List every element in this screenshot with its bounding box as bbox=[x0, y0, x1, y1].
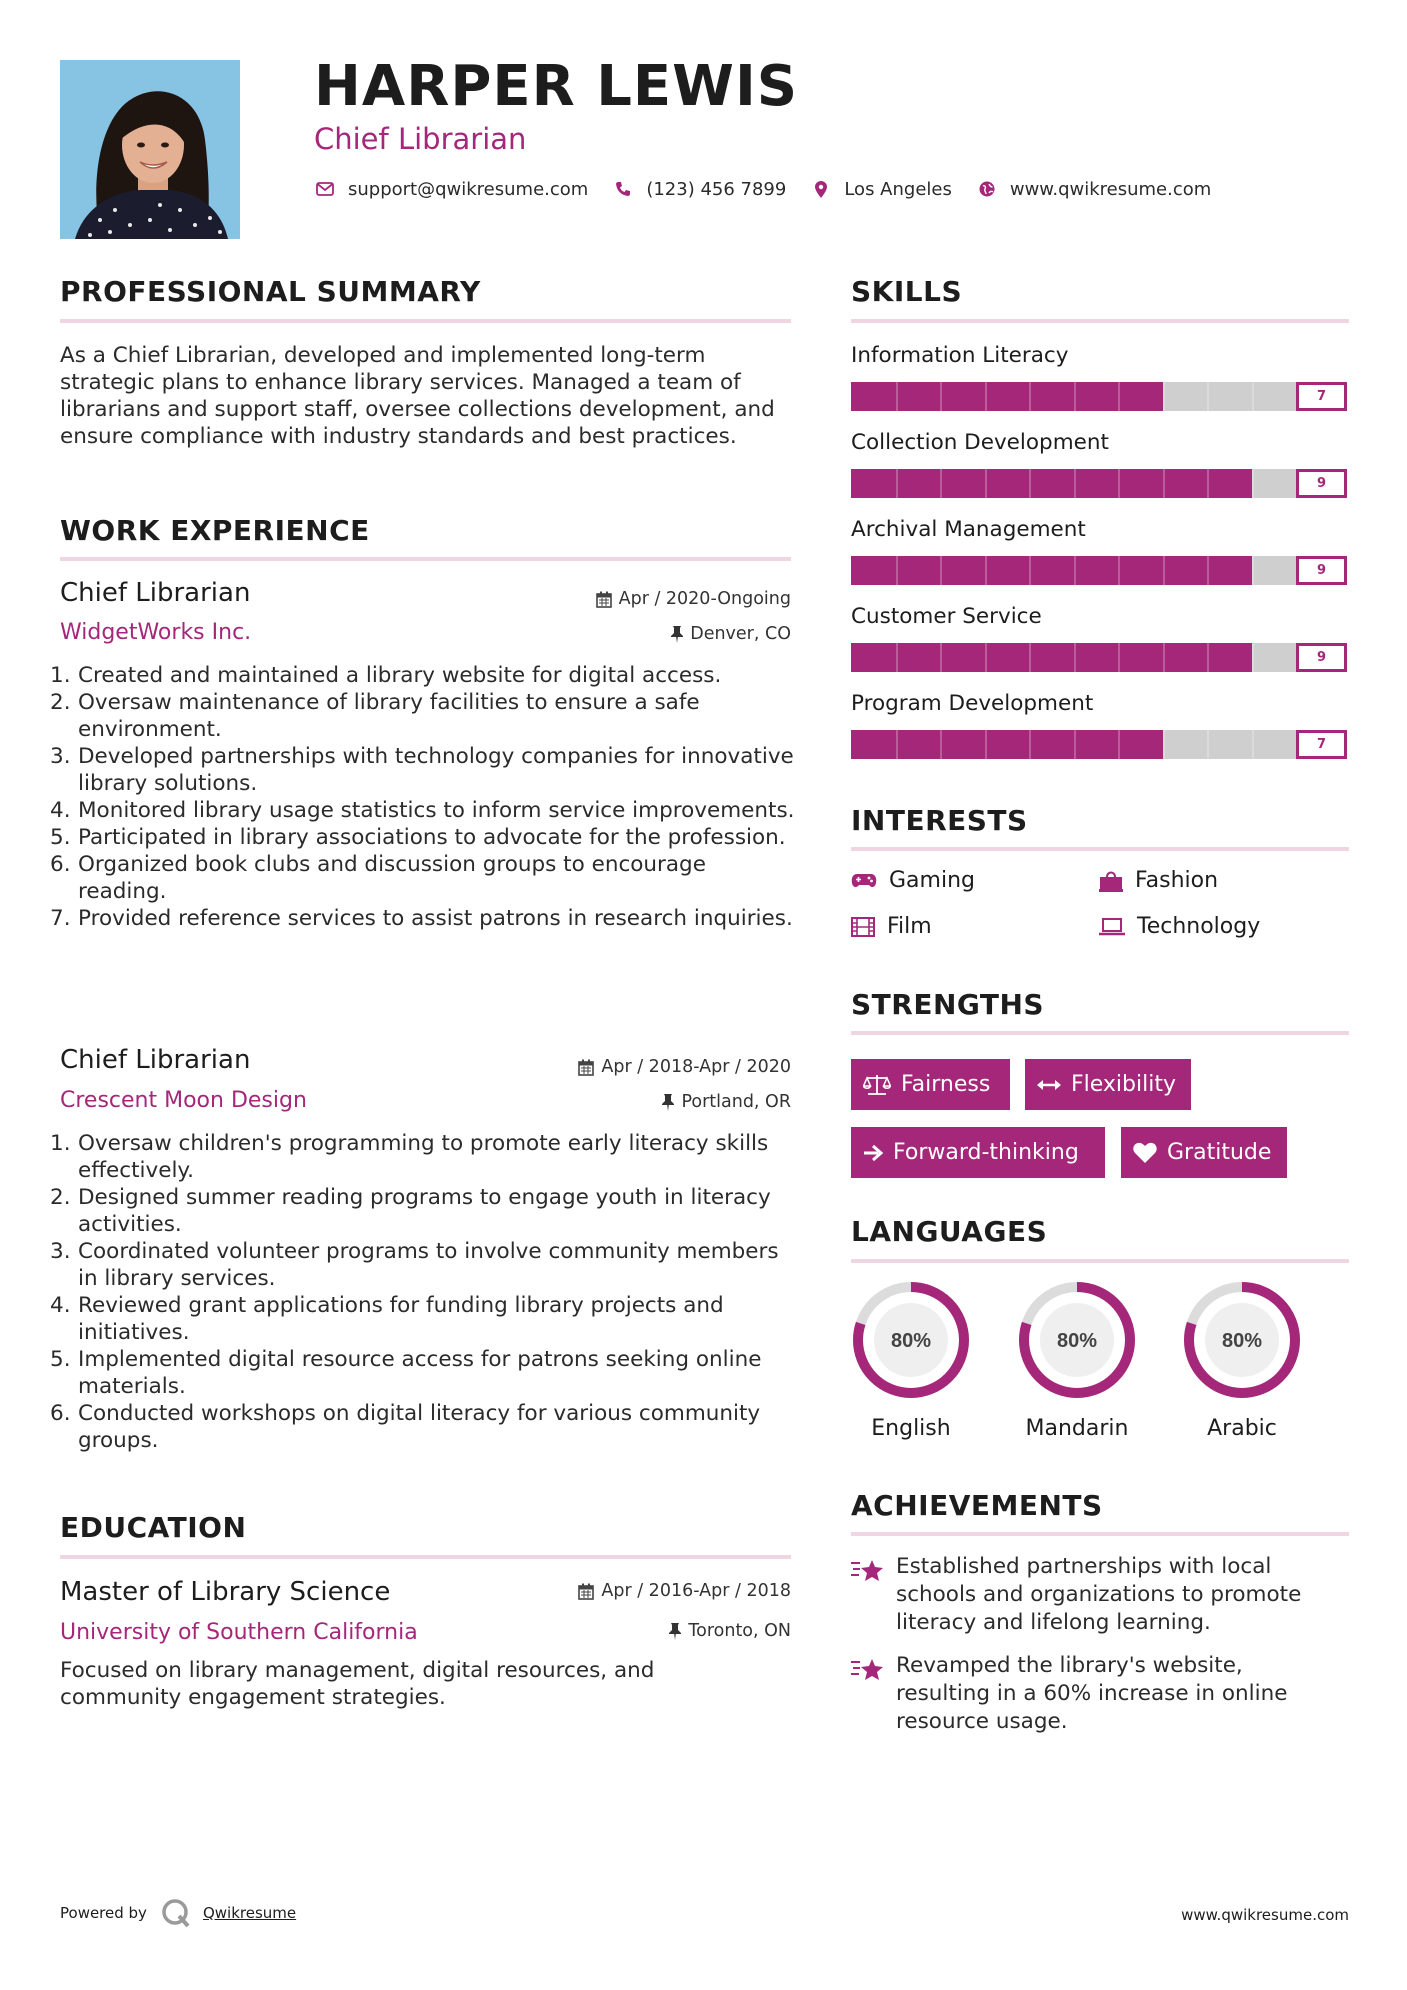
skill-bar-segment bbox=[1252, 469, 1254, 498]
summary-heading: PROFESSIONAL SUMMARY bbox=[60, 275, 481, 308]
skill-bar-segment bbox=[1207, 730, 1209, 759]
interest-label: Fashion bbox=[1135, 868, 1219, 893]
interest-label: Film bbox=[887, 914, 932, 939]
interests-heading: INTERESTS bbox=[851, 804, 1028, 837]
envelope-icon bbox=[314, 178, 336, 200]
interests-divider bbox=[851, 847, 1349, 851]
skill-bar-segment bbox=[1118, 382, 1120, 411]
list-item: Participated in library associations to advocate for the profession. bbox=[78, 825, 786, 850]
list-item: Implemented digital resource access for patrons seeking online materials. bbox=[78, 1347, 762, 1399]
skill-bar-segment bbox=[1074, 382, 1076, 411]
globe-icon bbox=[976, 178, 998, 200]
skill-bar-segment bbox=[985, 730, 987, 759]
contact-bar bbox=[314, 178, 1235, 200]
job-location-text: Portland, OR bbox=[681, 1092, 791, 1112]
skill-score: 7 bbox=[1296, 730, 1347, 759]
education-dates-text: Apr / 2016-Apr / 2018 bbox=[601, 1581, 791, 1601]
interest-item bbox=[1099, 868, 1218, 893]
pushpin-icon bbox=[671, 626, 683, 643]
experience-heading: WORK EXPERIENCE bbox=[60, 514, 370, 547]
skill-bar-fill bbox=[851, 382, 1163, 411]
profile-photo bbox=[60, 60, 240, 239]
job-dates bbox=[578, 1057, 791, 1077]
skill-bar-fill bbox=[851, 556, 1252, 585]
shooting-star-icon bbox=[850, 1557, 884, 1583]
skill-bar-segment bbox=[940, 730, 942, 759]
skill-bar-segment bbox=[1029, 643, 1031, 672]
qwikresume-logo-icon bbox=[161, 1898, 191, 1928]
job-duties bbox=[58, 1130, 798, 1454]
skill-bar-segment bbox=[1252, 556, 1254, 585]
skill-bar-segment bbox=[1163, 469, 1165, 498]
gamepad-icon bbox=[851, 873, 877, 889]
list-item: Coordinated volunteer programs to involve community members in library services. bbox=[78, 1239, 779, 1291]
strength-badge bbox=[851, 1059, 1010, 1110]
skill-bar-segment bbox=[940, 469, 942, 498]
skill-bar-segment bbox=[985, 643, 987, 672]
skill-bar-segment bbox=[985, 469, 987, 498]
skill-bar-segment bbox=[1029, 730, 1031, 759]
skill-bar-segment bbox=[1207, 556, 1209, 585]
language-progress-ring bbox=[850, 1279, 972, 1401]
balance-scale-icon bbox=[863, 1074, 891, 1096]
calendar-icon bbox=[578, 1583, 594, 1600]
calendar-icon bbox=[578, 1059, 594, 1076]
skill-bar-segment bbox=[1118, 469, 1120, 498]
skill-score: 9 bbox=[1296, 643, 1347, 672]
skill-bar-segment bbox=[1074, 730, 1076, 759]
language-progress-ring bbox=[1181, 1279, 1303, 1401]
contact-website[interactable]: www.qwikresume.com bbox=[1009, 178, 1212, 200]
achievement-item bbox=[850, 1553, 1340, 1637]
skill-name: Program Development bbox=[851, 691, 1094, 716]
job-company: Crescent Moon Design bbox=[60, 1088, 307, 1113]
skill-bar-segment bbox=[940, 556, 942, 585]
strength-badge bbox=[1025, 1059, 1191, 1110]
footer-website[interactable]: www.qwikresume.com bbox=[1181, 1906, 1349, 1924]
summary-text: As a Chief Librarian, developed and implemented long-term strategic plans to enhance library services. Managed a team of librarians and support staff, oversee collections development, and ensure compliance with industry standards and best practices. bbox=[60, 343, 775, 449]
powered-by-label: Powered by bbox=[60, 1904, 147, 1922]
film-icon bbox=[851, 917, 875, 937]
school-name: University of Southern California bbox=[60, 1620, 418, 1645]
list-item: Created and maintained a library website for digital access. bbox=[78, 663, 722, 688]
interest-label: Gaming bbox=[889, 868, 975, 893]
interest-item bbox=[851, 868, 975, 893]
list-item: Reviewed grant applications for funding library projects and initiatives. bbox=[78, 1293, 724, 1345]
skill-bar-segment bbox=[1029, 469, 1031, 498]
strengths-heading: STRENGTHS bbox=[851, 988, 1045, 1021]
skill-bar-segment bbox=[1163, 382, 1165, 411]
calendar-icon bbox=[596, 591, 612, 608]
skill-bar-segment bbox=[1207, 382, 1209, 411]
education-location bbox=[669, 1621, 791, 1641]
map-pin-icon bbox=[810, 178, 832, 200]
skill-bar-segment bbox=[1252, 730, 1254, 759]
shopping-bag-icon bbox=[1099, 870, 1123, 892]
strength-label: Flexibility bbox=[1071, 1072, 1176, 1097]
skill-score: 7 bbox=[1296, 382, 1347, 411]
phone-icon bbox=[612, 178, 634, 200]
interest-item bbox=[1099, 914, 1260, 939]
skill-bar-segment bbox=[896, 643, 898, 672]
job-dates bbox=[596, 589, 791, 609]
job-location bbox=[671, 624, 791, 644]
language-item bbox=[1016, 1279, 1138, 1405]
skill-bar-segment bbox=[1074, 556, 1076, 585]
interest-label: Technology bbox=[1137, 914, 1261, 939]
skill-bar-segment bbox=[1252, 643, 1254, 672]
languages-divider bbox=[851, 1259, 1349, 1263]
strength-badge bbox=[851, 1127, 1105, 1178]
contact-phone[interactable]: (123) 456 7899 bbox=[646, 178, 787, 200]
language-progress-ring bbox=[1016, 1279, 1138, 1401]
contact-email[interactable]: support@qwikresume.com bbox=[348, 178, 589, 200]
list-item: Oversaw maintenance of library facilities to ensure a safe environment. bbox=[78, 690, 700, 742]
job-dates-text: Apr / 2018-Apr / 2020 bbox=[601, 1057, 791, 1077]
education-divider bbox=[60, 1555, 791, 1559]
pushpin-icon bbox=[662, 1094, 674, 1111]
list-item: Designed summer reading programs to engage youth in literacy activities. bbox=[78, 1185, 771, 1237]
footer-powered-by bbox=[60, 1898, 296, 1928]
skill-bar-segment bbox=[985, 382, 987, 411]
skill-bar-fill bbox=[851, 469, 1252, 498]
skill-bar-segment bbox=[1118, 556, 1120, 585]
list-item: Oversaw children's programming to promote early literacy skills effectively. bbox=[78, 1131, 769, 1183]
skill-bar bbox=[851, 643, 1347, 672]
job-duties bbox=[58, 662, 798, 932]
skill-score: 9 bbox=[1296, 469, 1347, 498]
skill-bar-segment bbox=[1074, 469, 1076, 498]
language-name: Arabic bbox=[1207, 1416, 1277, 1441]
arrow-right-icon bbox=[863, 1144, 883, 1162]
languages-heading: LANGUAGES bbox=[851, 1215, 1048, 1248]
candidate-name: HARPER LEWIS bbox=[314, 54, 799, 119]
candidate-title: Chief Librarian bbox=[314, 122, 527, 156]
skill-bar-segment bbox=[940, 382, 942, 411]
skill-name: Archival Management bbox=[851, 517, 1086, 542]
contact-location: Los Angeles bbox=[844, 178, 952, 200]
skill-bar-segment bbox=[1163, 643, 1165, 672]
summary-divider bbox=[60, 319, 791, 323]
achievements-heading: ACHIEVEMENTS bbox=[851, 1489, 1103, 1522]
skill-bar-segment bbox=[896, 382, 898, 411]
achievement-text: Revamped the library's website, resulting in a 60% increase in online resource usage. bbox=[896, 1653, 1288, 1734]
skill-bar-segment bbox=[1118, 730, 1120, 759]
list-item: Conducted workshops on digital literacy for various community groups. bbox=[78, 1401, 761, 1453]
achievement-text: Established partnerships with local schools and organizations to promote literacy and lifelong learning. bbox=[896, 1554, 1302, 1635]
skill-bar bbox=[851, 469, 1347, 498]
skill-score: 9 bbox=[1296, 556, 1347, 585]
skill-bar bbox=[851, 382, 1347, 411]
education-location-text: Toronto, ON bbox=[688, 1621, 791, 1641]
skill-name: Customer Service bbox=[851, 604, 1042, 629]
strength-label: Forward-thinking bbox=[893, 1140, 1079, 1165]
strength-label: Fairness bbox=[901, 1072, 991, 1097]
education-description: Focused on library management, digital resources, and community engagement strategies. bbox=[60, 1658, 655, 1710]
degree-title: Master of Library Science bbox=[60, 1577, 391, 1607]
skill-bar-segment bbox=[1029, 556, 1031, 585]
strength-label: Gratitude bbox=[1167, 1140, 1272, 1165]
shooting-star-icon bbox=[850, 1656, 884, 1682]
skill-bar bbox=[851, 730, 1347, 759]
skill-bar-segment bbox=[940, 643, 942, 672]
list-item: Provided reference services to assist patrons in research inquiries. bbox=[78, 906, 793, 931]
skill-bar-segment bbox=[1252, 382, 1254, 411]
list-item: Developed partnerships with technology companies for innovative library solutions. bbox=[78, 744, 794, 796]
skill-name: Information Literacy bbox=[851, 343, 1069, 368]
skills-heading: SKILLS bbox=[851, 275, 963, 308]
heart-icon bbox=[1133, 1142, 1157, 1163]
interest-item bbox=[851, 914, 932, 939]
qwikresume-link[interactable]: Qwikresume bbox=[202, 1904, 297, 1922]
language-percent: 80% bbox=[1221, 1330, 1263, 1352]
skill-bar-segment bbox=[896, 469, 898, 498]
achievements-divider bbox=[851, 1532, 1349, 1536]
language-percent: 80% bbox=[1056, 1330, 1098, 1352]
skill-bar-segment bbox=[1207, 469, 1209, 498]
skill-bar-segment bbox=[1118, 643, 1120, 672]
language-name: Mandarin bbox=[1025, 1416, 1129, 1441]
arrows-horizontal-icon bbox=[1037, 1078, 1061, 1092]
skill-bar-fill bbox=[851, 730, 1163, 759]
job-title: Chief Librarian bbox=[60, 578, 251, 608]
strength-badge bbox=[1121, 1127, 1287, 1178]
list-item: Monitored library usage statistics to inform service improvements. bbox=[78, 798, 795, 823]
skill-bar-fill bbox=[851, 643, 1252, 672]
skill-bar-segment bbox=[896, 730, 898, 759]
pushpin-icon bbox=[669, 1623, 681, 1640]
job-location bbox=[662, 1092, 791, 1112]
skill-bar bbox=[851, 556, 1347, 585]
skill-bar-segment bbox=[1029, 382, 1031, 411]
list-item: Organized book clubs and discussion groups to encourage reading. bbox=[78, 852, 706, 904]
job-location-text: Denver, CO bbox=[690, 624, 791, 644]
strengths-divider bbox=[851, 1031, 1349, 1035]
achievement-item bbox=[850, 1652, 1340, 1736]
skills-divider bbox=[851, 319, 1349, 323]
skill-bar-segment bbox=[1207, 643, 1209, 672]
job-company: WidgetWorks Inc. bbox=[60, 620, 252, 645]
education-heading: EDUCATION bbox=[60, 1511, 247, 1544]
skill-bar-segment bbox=[985, 556, 987, 585]
language-item bbox=[850, 1279, 972, 1405]
experience-divider bbox=[60, 557, 791, 561]
laptop-icon bbox=[1099, 918, 1125, 936]
language-item bbox=[1181, 1279, 1303, 1405]
language-name: English bbox=[871, 1416, 951, 1441]
skill-bar-segment bbox=[896, 556, 898, 585]
skill-bar-segment bbox=[1163, 556, 1165, 585]
skill-bar-segment bbox=[1163, 730, 1165, 759]
job-title: Chief Librarian bbox=[60, 1045, 251, 1075]
job-dates-text: Apr / 2020-Ongoing bbox=[618, 589, 791, 609]
education-dates bbox=[578, 1581, 791, 1601]
skill-bar-segment bbox=[1074, 643, 1076, 672]
language-percent: 80% bbox=[890, 1330, 932, 1352]
skill-name: Collection Development bbox=[851, 430, 1109, 455]
